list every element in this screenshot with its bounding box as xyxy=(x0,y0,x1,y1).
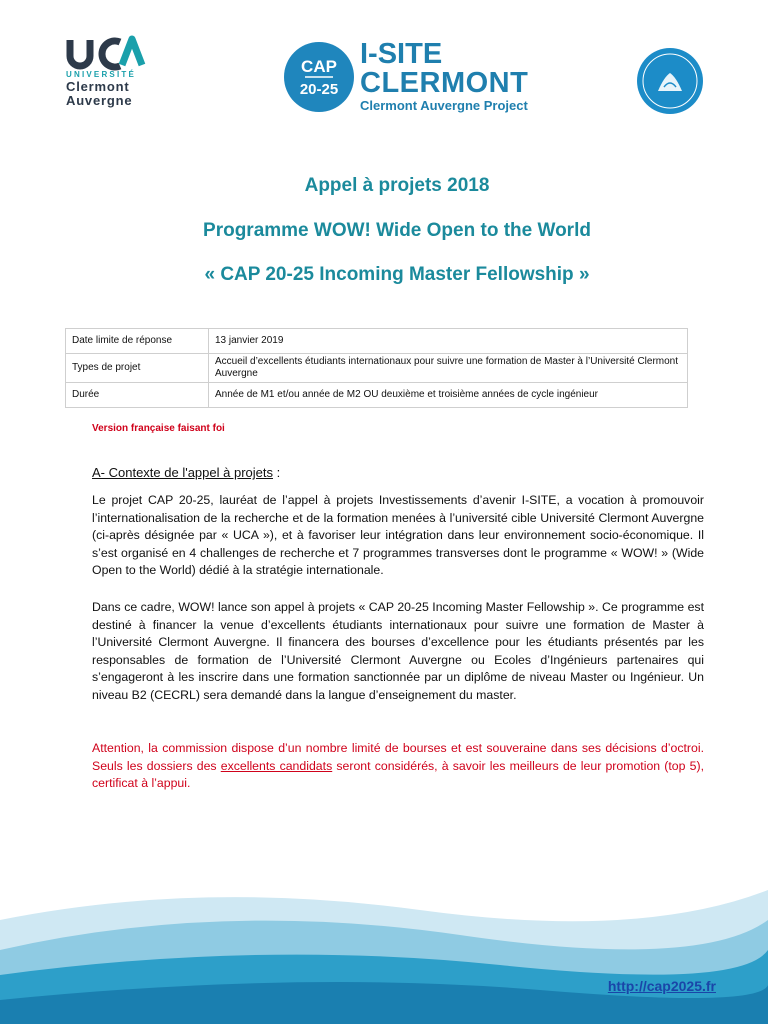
uca-line-auvergne: Auvergne xyxy=(66,93,133,108)
title-call-for-projects: Appel à projets 2018 xyxy=(304,175,490,196)
table-label: Durée xyxy=(66,383,209,408)
section-a-suffix: : xyxy=(272,465,281,480)
table-value: Accueil d’excellents étudiants internationaux pour suivre une formation de Master à l’Université Clermont Auvergne xyxy=(209,354,688,383)
isite-wordmark xyxy=(360,40,528,114)
isite-line2: CLERMONT xyxy=(360,67,529,99)
section-a-heading xyxy=(92,465,280,480)
investissements-avenir-seal-icon xyxy=(636,47,704,115)
table-value: Année de M1 et/ou année de M2 OU deuxième et troisième années de cycle ingénieur xyxy=(209,383,688,408)
cap-badge-icon xyxy=(283,41,355,113)
info-table xyxy=(65,328,688,408)
paragraph-program: Dans ce cadre, WOW! lance son appel à projets « CAP 20-25 Incoming Master Fellowship ». Ce programme est destiné à financer la venue d’excellents étudiants internationaux pour suivre une formation de Master à l’Université Clermont Auvergne. Il financera des bourses d’excellence pour les étudiants présentés par les responsables de formation de l’Université Clermont Auvergne ou Ecoles d’Ingénieurs partenaires qui s’engageront à les inscrire dans une formation sanctionnée par un diplôme de niveau Master ou Ingénieur. Un niveau B2 (CECRL) sera demandé dans la langue d’enseignement du master. xyxy=(92,600,704,702)
paragraph-context: Le projet CAP 20-25, lauréat de l’appel à projets Investissements d’avenir I-SITE, a vocation à promouvoir l’internationalisation de la recherche et de la formation menées à l’université cible Université Clermont Auvergne (ci-après désignée par « UCA »), et à favoriser leur intégration dans leur environnement socio-économique. Il s’est organisé en 4 challenges de recherche et 7 programmes transverses dont le programme « WOW! » (Wide Open to the World) dédié à la stratégie internationale. xyxy=(92,493,704,577)
warning-text-underlined: excellents candidats xyxy=(220,758,333,773)
warning-text-start: Attention, la commission dispose d’un nombre limité de bourses et est souveraine dans ses décisions d’octroi. Seuls les dossiers des xyxy=(92,741,704,773)
isite-line1: I-SITE xyxy=(360,38,443,70)
isite-line3: Clermont Auvergne Project xyxy=(360,98,528,113)
cap-badge-bottom: 20-25 xyxy=(299,81,339,98)
title-program: Programme WOW! Wide Open to the World xyxy=(203,220,591,241)
section-a-title: A- Contexte de l'appel à projets xyxy=(92,465,273,480)
uca-line-universite: UNIVERSITÉ xyxy=(66,70,137,79)
table-row xyxy=(66,354,688,383)
table-label: Date limite de réponse xyxy=(66,329,209,354)
version-note: Version française faisant foi xyxy=(92,423,225,434)
table-label: Types de projet xyxy=(66,354,209,383)
uca-line-clermont: Clermont xyxy=(66,79,130,94)
table-row xyxy=(66,329,688,354)
footer-website-link[interactable]: http://cap2025.fr xyxy=(607,978,716,994)
cap-badge-top: CAP xyxy=(301,57,337,76)
table-row xyxy=(66,383,688,408)
table-value: 13 janvier 2019 xyxy=(209,329,688,354)
warning-text-end: seront considérés, à savoir les meilleurs de leur promotion (top 5), certificat à l’appui. xyxy=(92,758,704,790)
title-fellowship: « CAP 20-25 Incoming Master Fellowship » xyxy=(204,264,590,285)
footer-wave-decoration xyxy=(0,880,768,1024)
uca-wordmark xyxy=(66,70,136,108)
paragraph-warning xyxy=(92,740,704,793)
title-block xyxy=(0,175,768,286)
